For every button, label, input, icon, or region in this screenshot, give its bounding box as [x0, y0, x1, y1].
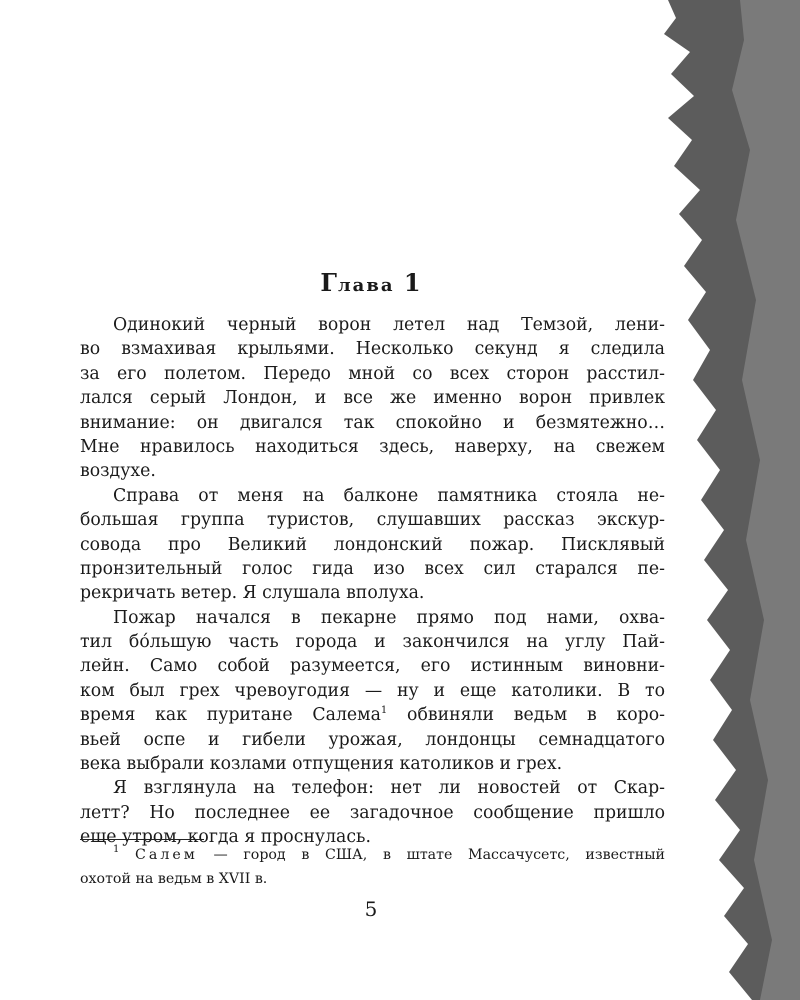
- text-line: воздухе.: [80, 461, 156, 482]
- text-line: Я взглянула на телефон: нет ли новостей от Скар-: [113, 778, 665, 799]
- text-line: пронзительный голос гида изо всех сил старался пе-: [80, 558, 665, 579]
- chapter-title-initial: Г: [320, 268, 338, 297]
- text-line: Одинокий черный ворон летел над Темзой, лени-: [113, 315, 665, 335]
- footnote-text: — город в США, в штате Массачусетс, известный: [197, 847, 665, 863]
- text-line: Справа от меня на балконе памятника стояла не-: [113, 485, 665, 506]
- page-number: 5: [364, 897, 378, 921]
- text-line: лейн. Само собой разумеется, его истинным виновни-: [80, 656, 665, 677]
- text-line: рекричать ветер. Я слушала вполуха.: [80, 583, 425, 604]
- text-line: во взмахивая крыльями. Несколько секунд я следила: [80, 339, 665, 360]
- text-line: лался серый Лондон, и все же именно ворон привлек: [80, 388, 665, 409]
- footnote-term: Салем: [135, 847, 198, 863]
- text-line: ком был грех чревоугодия — ну и еще католики. В то: [80, 680, 665, 701]
- text-line: еще утром, когда я проснулась.: [80, 827, 371, 848]
- chapter-title: [0, 268, 742, 297]
- text-line: вьей оспе и гибели урожая, лондонцы семнадцатого: [80, 729, 665, 750]
- text-line: внимание: он двигался так спокойно и безмятежно…: [80, 412, 665, 433]
- text-line: летт? Но последнее ее загадочное сообщение пришло: [80, 802, 665, 823]
- chapter-title-rest: лава: [337, 275, 395, 296]
- text-line: Мне нравилось находиться здесь, наверху, на свежем: [80, 436, 665, 457]
- text-line-with-footnote: [80, 703, 665, 727]
- text-segment: обвиняли ведьм в коро-: [387, 705, 665, 726]
- text-line: совода про Великий лондонский пожар. Писклявый: [80, 534, 665, 555]
- paragraph-3: [80, 606, 665, 777]
- footnote-reference: 1: [380, 705, 388, 717]
- footnote: [80, 845, 665, 894]
- text-segment: время как пуритане Салема: [80, 705, 381, 726]
- footnote-line: охотой на ведьм в XVII в.: [80, 871, 268, 888]
- text-line: Пожар начался в пекарне прямо под нами, охва-: [113, 607, 665, 628]
- paragraph-1: [80, 313, 665, 484]
- paragraph-2: [80, 484, 665, 606]
- footnote-divider: [80, 839, 204, 840]
- chapter-number: 1: [403, 268, 422, 297]
- footnote-marker: 1: [113, 844, 120, 855]
- chapter-body: [80, 313, 665, 850]
- text-line: века выбрали козлами отпущения католиков и грех.: [80, 754, 563, 775]
- text-line: большая группа туристов, слушавших рассказ экскур-: [80, 510, 665, 531]
- text-line: тил бóльшую часть города и закончился на углу Пай-: [80, 632, 665, 653]
- footnote-line: [80, 845, 665, 869]
- text-line: за его полетом. Передо мной со всех сторон расстил-: [80, 363, 665, 384]
